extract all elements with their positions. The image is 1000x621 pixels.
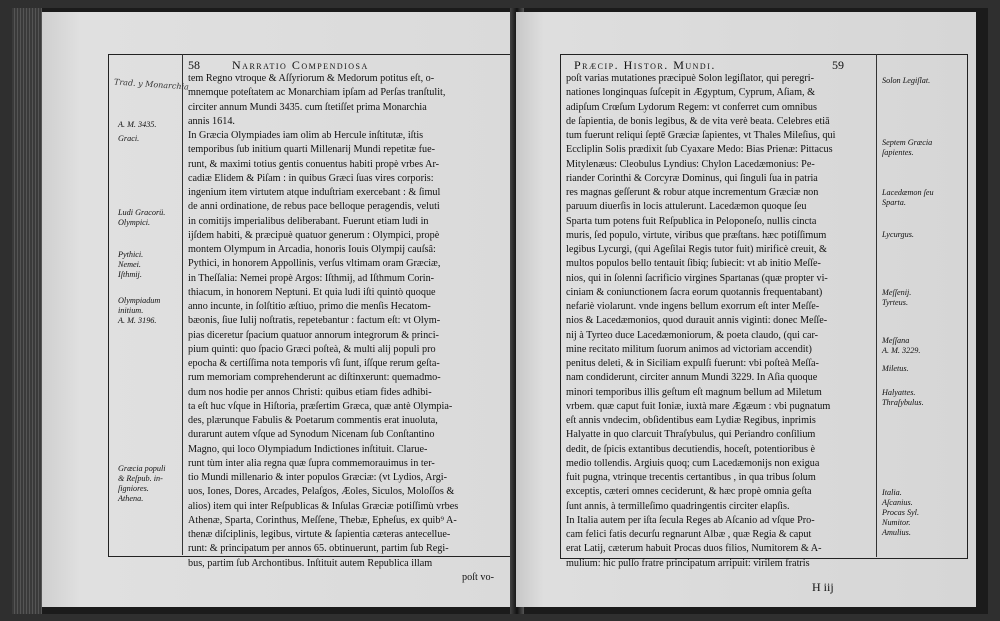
margin-note: initium. — [118, 306, 144, 315]
text-line: in Theſſalia: Nemei propè Argos: Iſthmij, ad Iſthmum Corin- — [188, 272, 435, 284]
text-line: In Italia autem per iſta ſecula Reges ab Aſcanio ad vſque Pro- — [566, 514, 815, 526]
margin-note: Olympiadum — [118, 296, 161, 305]
margin-note: Meſſana — [882, 336, 910, 345]
text-line: fuit pugna, vtrinque trecentis certantibus , in qua tribus ſolum — [566, 472, 816, 483]
text-line: runt: & principatum per annos 65. obtinuerunt, partim ſub Regi- — [188, 543, 449, 555]
text-line: nam condiderunt, circiter annum Mundi 3229. In Aſia quoque — [566, 372, 818, 384]
text-line: pias diceretur ſpacium quatuor annorum integrorum & princi- — [188, 329, 439, 341]
text-line: rum memoriam comprehenderunt ac diſtinxerunt: quemadmo- — [188, 372, 441, 384]
margin-note: Solon Legiſlat. — [882, 76, 931, 85]
margin-note: Meſſenij. — [882, 288, 912, 297]
catchword: poſt vo- — [462, 572, 494, 583]
margin-note: Italia. — [882, 488, 902, 497]
text-line: legibus Lycurgi, (qui Ageſilai Regis tutor fuit) mirificè creuit, & — [566, 244, 827, 255]
margin-note: A. M. 3435. — [118, 120, 157, 129]
text-line: medio tollendis. Argiuis quoq; cum Lacedæmonijs non exigua — [566, 457, 820, 469]
text-line: Magno, qui loco Olympiadum Indictiones inſtituit. Clarue- — [188, 443, 428, 455]
page-edges — [12, 8, 42, 614]
text-line: des, plærunque Fabulis & Poetarum commentis erat inuoluta, — [188, 415, 438, 426]
text-line: in comitijs imperialibus deliberabant. Fuerunt etiam ludi in — [188, 215, 429, 227]
text-line: adipſum Crœſum Lydorum Regem: vt conferret cum omnibus — [566, 101, 817, 113]
text-line: paruum diuerſis in locis attulerunt. Lacedæmon quoque ſeu — [566, 201, 807, 213]
margin-note: Ludi Gracorü. — [118, 208, 166, 217]
margin-note: Procas Syl. — [882, 508, 919, 517]
margin-note: Pythici. — [118, 250, 144, 259]
margin-note: ſigniores. — [118, 484, 149, 493]
text-line: bus, partim ſub Archontibus. Inſtituit autem Republica illam — [188, 557, 433, 569]
text-line: dum nos hodie per annos Christi: quibus etiam fides adhibi- — [188, 386, 432, 398]
text-line: cadiæ Elidem & Piſam : in quibus Græci ſuas vires corporis: — [188, 172, 434, 184]
right-margin-rule — [876, 54, 877, 557]
text-line: temporibus ſub initium quarti Millenarij Mundi repetitæ fue- — [188, 144, 436, 156]
margin-note: Septem Græcia — [882, 138, 933, 147]
book-spread — [12, 8, 988, 614]
text-line: pium quinti: quo ſpacio Græci poſteà, & multi alij populi pro — [188, 343, 436, 355]
margin-note: Amulius. — [882, 528, 911, 537]
text-line: In Græcia Olympiades iam olim ab Hercule inſtitutæ, iſtis — [188, 130, 424, 141]
left-body-text — [188, 72, 506, 571]
text-line: nios, qui in ſolenni ſacrificio virgines Spartanas (quæ propter vi- — [566, 272, 828, 284]
margin-note: Aſcanius. — [882, 498, 913, 507]
text-line: ta eſt huc vſque in Hiſtoria, præſertim Græca, quæ antè Olympia- — [188, 400, 453, 412]
text-line: tem Regno vtroque & Aſſyriorum & Medorum potitus eſt, o- — [188, 73, 435, 84]
text-line: res magnas geſſerunt & robur atque incrementum Græciæ non — [566, 187, 819, 198]
margin-note: & Reſpub. in- — [118, 474, 163, 483]
text-line: de anni ordinatione, de rebus pace belloque peragendis, veluti — [188, 201, 440, 213]
text-line: erat Latij, cæterum habuit Procas duos filios, Numitorem & A- — [566, 543, 822, 555]
text-line: tum fuerunt reliqui ſeptē Græciæ ſapientes, vt Thales Mileſius, qui — [566, 130, 836, 141]
text-line: epocha & certiſſima nota temporis vſi ſunt, iſſque rerum geſta- — [188, 358, 440, 369]
text-line: muris, ſed populo, virtute, viribus que præſtans. hæc potiſſimum — [566, 229, 827, 241]
left-margin-rule — [182, 54, 183, 555]
text-line: durarunt autem vſque ad Synodum Nicenam ſub Conſtantino — [188, 429, 435, 441]
margin-note: Numitor. — [882, 518, 911, 527]
handwritten-annotation: Trad. y Monarchia — [113, 77, 190, 92]
margin-note: Thraſybulus. — [882, 398, 924, 407]
text-line: riander Corinthi & Corcyræ Dominus, qui ſinguli ſua in patria — [566, 172, 818, 184]
text-line: nefariè violarunt. vnde ingens bellum exorrum eſt inter Meſſe- — [566, 301, 820, 312]
margin-note: A. M. 3229. — [882, 346, 921, 355]
margin-note: A. M. 3196. — [118, 316, 157, 325]
text-line: thenæ diſciplinis, legibus, virtute & ſapientia cæteras antecellue- — [188, 529, 451, 540]
text-line: nij à Tyrteo duce Lacedæmoniorum, & poeta claudo, (qui car- — [566, 329, 819, 341]
margin-note: Miletus. — [882, 364, 909, 373]
left-page — [42, 12, 524, 607]
text-line: circiter annum Mundi 3435. cum ſtetiſſet prima Monarchia — [188, 101, 427, 113]
text-line: mnemque poteſtatem ac Monarchiam ipſam ad Perſas tranſtulit, — [188, 87, 446, 99]
text-line: eſt annis vndecim, obſidentibus eam Lydiæ Regibus, inprimis — [566, 415, 816, 426]
text-line: Halyatte in quo clarcuit Thraſybulus, qui Periandro conſilium — [566, 429, 816, 441]
text-line: uos, Iones, Dores, Arcades, Pelaſgos, Æoles, Siculos, Moloſſos & — [188, 486, 455, 498]
text-line: anno incunte, in ſolſtitio æſtiuo, primo die menſis Hecatom- — [188, 301, 431, 312]
margin-note: Halyattes. — [882, 388, 916, 397]
text-line: tio Mundi millenario & inter populos Græciæ: (vt Lydios, Argi- — [188, 472, 448, 483]
left-page-number: 58 — [188, 58, 200, 72]
margin-note: Græcia populi — [118, 464, 166, 473]
text-line: annis 1614. — [188, 115, 235, 127]
text-line: Athenæ, Sparta, Corinthus, Meſſene, Thebæ, Epheſus, ex quib⁹ A- — [188, 514, 457, 526]
text-line: ijſdem habiti, & præcipuè quatuor generum : Olympici, propè — [188, 229, 440, 241]
right-page-number: 59 — [832, 58, 844, 72]
right-body-text — [566, 72, 872, 571]
text-line: bæonis, ſiue Iulij noſtratis, repetebantur : factum eſt: vt Olym- — [188, 315, 441, 327]
text-line: dedit, de ſpicis extantibus decutiendis, hoceſt, potentioribus è — [566, 443, 815, 455]
margin-note: Athena. — [118, 494, 144, 503]
text-line: de ſapientia, de bonis legibus, & de vita verè beata. Celebres etiā — [566, 115, 830, 127]
text-line: mine recitato militum ſuorum animos ad victoriam accendit) — [566, 343, 812, 355]
text-line: Pythici, in honorem Appollinis, verſus vltimam oram Græciæ, — [188, 258, 441, 270]
text-line: Sparta tum potens fuit Reſpublica in Peloponeſo, nullis cincta — [566, 215, 817, 227]
text-line: vrbem. quæ caput fuit Ioniæ, iuxtà mare Ægæum : vbi pugnatum — [566, 400, 831, 412]
left-running-header: Narratio Compendiosa — [232, 58, 369, 72]
margin-note: Tyrteus. — [882, 298, 909, 307]
margin-note: Sparta. — [882, 198, 906, 207]
margin-note: Graci. — [118, 134, 140, 143]
text-line: Mitylenæus: Cleobulus Lyndius: Chylon Lacedæmonius: Pe- — [566, 158, 815, 170]
text-line: ſunt annis, à termilleſimo quadringentis circiter elapſis. — [566, 500, 790, 512]
margin-note: Olympici. — [118, 218, 151, 227]
text-line: cam felici fatis decurſu regnarunt Albæ , quæ Regia & caput — [566, 529, 812, 540]
text-line: runt, & maximi totius gentis conuentus habiti propè vrbes Ar- — [188, 158, 440, 170]
text-line: poſt varias mutationes præcipuè Solon legiſlator, qui peregri- — [566, 73, 814, 84]
text-line: minori temporibus illis geſtum eſt magnum bellum ad Miletum — [566, 386, 822, 398]
text-line: penitus deleti, & in Siciliam expulſi fuerunt: vbi poſteà Meſſa- — [566, 358, 819, 369]
margin-note: Lacedæmon ſeu — [882, 188, 934, 197]
text-line: runt tùm inter alia regna quæ ſupra commemorauimus in ter- — [188, 457, 435, 469]
right-page — [516, 12, 976, 607]
text-line: alios) item qui inter Reſpublicas & Inſulas Græciæ potiſſimù vrbes — [188, 500, 459, 512]
text-line: nios & Lacedæmonios, quod durauit annis viginti: donec Meſſe- — [566, 315, 828, 327]
text-line: ingenium item virtutem atque induſtriam exercebant : & ſimul — [188, 187, 441, 198]
margin-note: Lycurgus. — [882, 230, 914, 239]
right-running-header: Præcip. Histor. Mundi. — [574, 58, 716, 72]
text-line: multos populos bello tentauit ſibiq; ſubiecit: vt ab initio Meſſe- — [566, 258, 821, 270]
text-line: exceptis, cæteri omnes ceciderunt, & hæc propè omnia geſta — [566, 486, 812, 498]
text-line: Eccliplin Solis prædixit ſub Cyaxare Medo: Bias Prienæ: Pittacus — [566, 144, 833, 156]
margin-note: Iſthmij. — [118, 270, 142, 279]
text-line: nationes longinquas ſuſcepit in Ægyptum, Cyprum, Aſiam, & — [566, 87, 816, 99]
text-line: ciniam & coniunctionem ſacra eorum quotannis frequentabant) — [566, 286, 823, 298]
margin-note: ſapientes. — [882, 148, 914, 157]
text-line: mulium: hic pulſo fratre principatum arripuit: virilem fratris — [566, 557, 810, 569]
margin-note: Nemei. — [118, 260, 141, 269]
text-line: thiacum, in honorem Neptuni. Et quia ludi iſti quintò quoque — [188, 286, 436, 298]
signature-mark: H iij — [812, 580, 834, 594]
text-line: montem Olympum in Arcadia, honoris Iouis Olympij cauſsâ: — [188, 244, 436, 255]
